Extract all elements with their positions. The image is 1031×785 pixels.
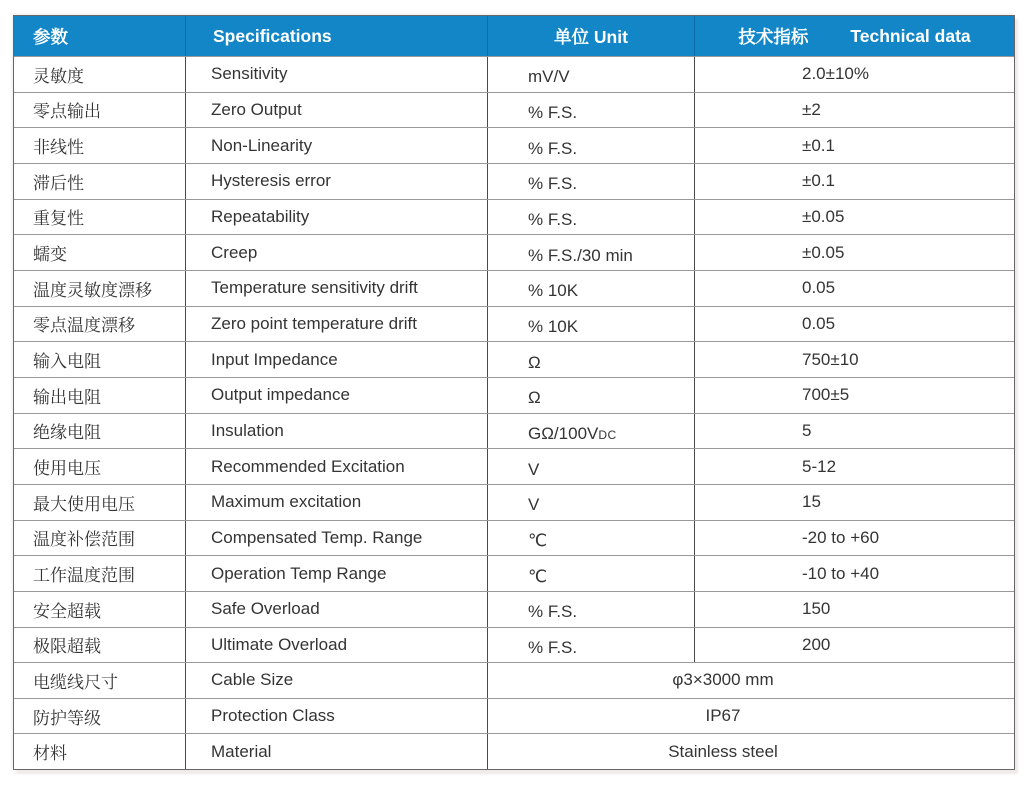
merged-value-cell: IP67: [705, 706, 741, 726]
spec-cell: Hysteresis error: [186, 164, 488, 199]
merged-value-cell: φ3×3000 mm: [672, 670, 774, 690]
unit-cell: [488, 57, 695, 92]
unit-text: V: [528, 495, 540, 515]
param-cell: 温度灵敏度漂移: [14, 271, 186, 306]
unit-text: % 10K: [528, 281, 579, 301]
value-cell: ±0.1: [802, 135, 835, 155]
table-row: [14, 662, 1014, 698]
value-cell: 150: [802, 599, 831, 619]
unit-text: ℃: [528, 566, 548, 586]
value-cell: ±2: [802, 99, 821, 119]
header-technical-data: [695, 16, 1014, 56]
specifications-table: [13, 15, 1015, 770]
unit-cell: [488, 271, 695, 306]
table-row: [14, 627, 1014, 663]
spec-cell: Zero Output: [186, 93, 488, 128]
unit-cell: [488, 164, 695, 199]
param-cell: 灵敏度: [14, 57, 186, 92]
header-specifications: [186, 16, 488, 56]
unit-text: V: [528, 459, 540, 479]
table-header-row: [14, 16, 1014, 56]
spec-cell: Recommended Excitation: [186, 449, 488, 484]
param-cell: 温度补偿范围: [14, 521, 186, 556]
table-row: [14, 448, 1014, 484]
spec-cell: Material: [186, 734, 488, 769]
param-cell: 零点输出: [14, 93, 186, 128]
table-row: [14, 199, 1014, 235]
spec-cell: Insulation: [186, 414, 488, 449]
unit-cell: [488, 521, 695, 556]
param-cell: 安全超载: [14, 592, 186, 627]
header-technical-data-en: Technical data: [850, 25, 971, 46]
table-row: [14, 377, 1014, 413]
unit-cell: [488, 128, 695, 163]
table-row: [14, 520, 1014, 556]
value-cell: ±0.05: [802, 242, 845, 262]
spec-cell: Creep: [186, 235, 488, 270]
table-row: [14, 306, 1014, 342]
table-row: [14, 127, 1014, 163]
param-cell: 工作温度范围: [14, 556, 186, 591]
spec-cell: Output impedance: [186, 378, 488, 413]
unit-text: Ω: [528, 388, 541, 408]
spec-cell: Operation Temp Range: [186, 556, 488, 591]
spec-cell: Cable Size: [186, 663, 488, 698]
unit-text: % F.S.: [528, 102, 578, 122]
unit-cell: [488, 449, 695, 484]
value-cell: -20 to +60: [802, 527, 880, 547]
header-unit: [488, 16, 695, 56]
value-cell: ±0.05: [802, 206, 845, 226]
param-cell: 防护等级: [14, 699, 186, 734]
unit-cell: [488, 378, 695, 413]
spec-cell: Ultimate Overload: [186, 628, 488, 663]
unit-cell: [488, 485, 695, 520]
param-cell: 零点温度漂移: [14, 307, 186, 342]
unit-text: % F.S.: [528, 637, 578, 657]
param-cell: 电缆线尺寸: [14, 663, 186, 698]
table-row: [14, 555, 1014, 591]
header-unit-label: 单位 Unit: [554, 26, 628, 47]
table-body: [14, 56, 1014, 769]
spec-cell: Compensated Temp. Range: [186, 521, 488, 556]
value-cell: 0.05: [802, 278, 836, 298]
unit-text: % F.S.: [528, 174, 578, 194]
param-cell: 蠕变: [14, 235, 186, 270]
unit-text: ℃: [528, 530, 548, 550]
spec-cell: Input Impedance: [186, 342, 488, 377]
merged-value-cell: Stainless steel: [668, 741, 778, 761]
spec-cell: Protection Class: [186, 699, 488, 734]
header-param: [14, 16, 186, 56]
value-cell: ±0.1: [802, 171, 835, 191]
table-row: [14, 413, 1014, 449]
unit-cell: [488, 93, 695, 128]
table-row: [14, 484, 1014, 520]
value-cell: 5: [802, 420, 812, 440]
table-row: [14, 56, 1014, 92]
table-row: [14, 341, 1014, 377]
value-cell: 5-12: [802, 456, 837, 476]
param-cell: 输出电阻: [14, 378, 186, 413]
param-cell: 使用电压: [14, 449, 186, 484]
unit-text: mV/V: [528, 67, 570, 87]
param-cell: 最大使用电压: [14, 485, 186, 520]
unit-cell: [488, 592, 695, 627]
value-cell: 15: [802, 492, 821, 512]
unit-cell: [488, 342, 695, 377]
value-cell: 2.0±10%: [802, 64, 869, 84]
table-row: [14, 163, 1014, 199]
table-row: [14, 591, 1014, 627]
table-row: [14, 698, 1014, 734]
param-cell: 输入电阻: [14, 342, 186, 377]
unit-cell: [488, 628, 695, 663]
param-cell: 滞后性: [14, 164, 186, 199]
unit-text: % F.S.: [528, 602, 578, 622]
value-cell: -10 to +40: [802, 563, 880, 583]
unit-cell: [488, 200, 695, 235]
header-specifications-label: Specifications: [213, 25, 332, 46]
spec-cell: Non-Linearity: [186, 128, 488, 163]
value-cell: 0.05: [802, 313, 836, 333]
table-row: [14, 733, 1014, 769]
unit-text: GΩ/100VDC: [528, 423, 617, 443]
header-param-label: 参数: [33, 26, 68, 47]
value-cell: 700±5: [802, 385, 850, 405]
param-cell: 材料: [14, 734, 186, 769]
param-cell: 极限超载: [14, 628, 186, 663]
unit-cell: [488, 414, 695, 449]
spec-cell: Sensitivity: [186, 57, 488, 92]
unit-text: % 10K: [528, 316, 579, 336]
header-technical-data-cn: 技术指标: [738, 26, 809, 47]
unit-text: % F.S.: [528, 209, 578, 229]
spec-cell: Temperature sensitivity drift: [186, 271, 488, 306]
unit-cell: [488, 235, 695, 270]
unit-cell: [488, 307, 695, 342]
spec-cell: Repeatability: [186, 200, 488, 235]
spec-cell: Maximum excitation: [186, 485, 488, 520]
value-cell: 750±10: [802, 349, 859, 369]
param-cell: 非线性: [14, 128, 186, 163]
unit-cell: [488, 556, 695, 591]
value-cell: 200: [802, 634, 831, 654]
param-cell: 绝缘电阻: [14, 414, 186, 449]
table-row: [14, 234, 1014, 270]
unit-text: % F.S./30 min: [528, 245, 633, 265]
spec-cell: Zero point temperature drift: [186, 307, 488, 342]
unit-text: Ω: [528, 352, 541, 372]
spec-cell: Safe Overload: [186, 592, 488, 627]
table-row: [14, 270, 1014, 306]
table-row: [14, 92, 1014, 128]
param-cell: 重复性: [14, 200, 186, 235]
unit-text: % F.S.: [528, 138, 578, 158]
unit-subscript: DC: [598, 427, 617, 442]
